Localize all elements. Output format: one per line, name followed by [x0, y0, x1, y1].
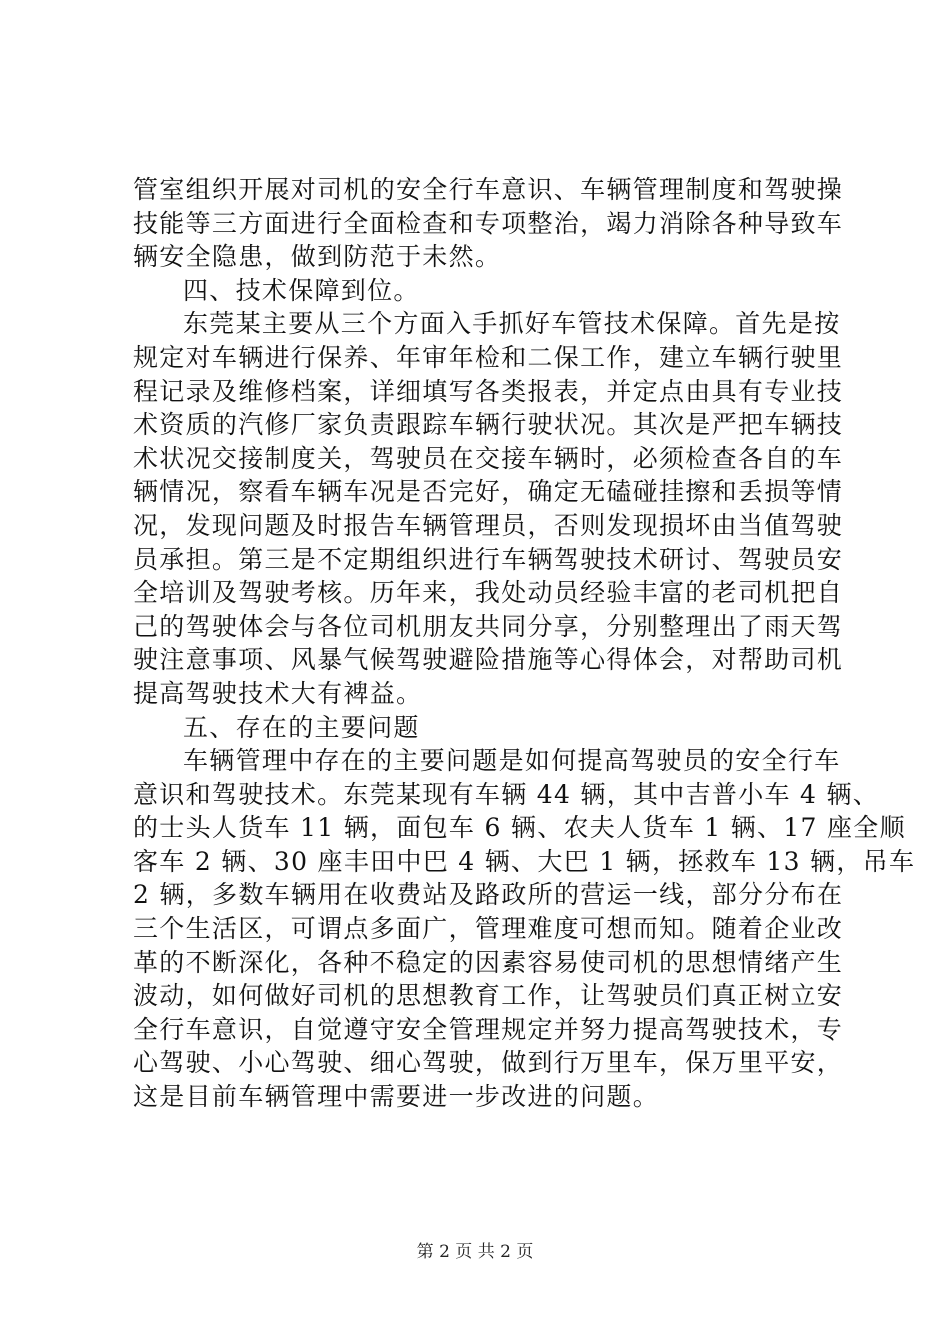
text-line: 波动，如何做好司机的思想教育工作，让驾驶员们真正树立安: [133, 981, 844, 1011]
text-line: 管室组织开展对司机的安全行车意识、车辆管理制度和驾驶操: [133, 175, 844, 204]
text-line: 术资质的汽修厂家负责跟踪车辆行驶状况。其次是严把车辆技: [133, 410, 844, 440]
text-line: 员承担。第三是不定期组织进行车辆驾驶技术研讨、驾驶员安: [133, 544, 844, 574]
text-line: 全行车意识，自觉遵守安全管理规定并努力提高驾驶技术，专: [133, 1014, 844, 1044]
page-footer: 第 2 页 共 2 页: [416, 1242, 534, 1262]
text-line: 意识和驾驶技术。东莞某现有车辆 44 辆，其中吉普小车 4 辆、: [133, 779, 880, 809]
text-line: 全培训及驾驶考核。历年来，我处动员经验丰富的老司机把自: [133, 578, 844, 608]
text-line: 三个生活区，可谓点多面广，管理难度可想而知。随着企业改: [133, 914, 844, 944]
text-line: 术状况交接制度关，驾驶员在交接车辆时，必须检查各自的车: [133, 443, 844, 473]
text-line: 辆情况，察看车辆车况是否完好，确定无磕碰挂擦和丢损等情: [133, 477, 844, 507]
text-line: 况，发现问题及时报告车辆管理员，否则发现损坏由当值驾驶: [133, 510, 844, 540]
text-line: 革的不断深化，各种不稳定的因素容易使司机的思想情绪产生: [133, 947, 844, 977]
text-line: 五、存在的主要问题: [183, 712, 420, 742]
text-line: 辆安全隐患，做到防范于未然。: [133, 242, 502, 272]
text-line: 己的驾驶体会与各位司机朋友共同分享，分别整理出了雨天驾: [133, 611, 844, 641]
text-line: 这是目前车辆管理中需要进一步改进的问题。: [133, 1082, 660, 1112]
text-line: 东莞某主要从三个方面入手抓好车管技术保障。首先是按: [183, 309, 841, 339]
text-line: 规定对车辆进行保养、年审年检和二保工作，建立车辆行驶里: [133, 342, 844, 372]
text-line: 程记录及维修档案，详细填写各类报表，并定点由具有专业技: [133, 376, 844, 406]
text-line: 技能等三方面进行全面检查和专项整治，竭力消除各种导致车: [133, 208, 844, 238]
text-line: 四、技术保障到位。: [183, 275, 420, 305]
text-line: 客车 2 辆、30 座丰田中巴 4 辆、大巴 1 辆，拯救车 13 辆，吊车: [133, 846, 916, 876]
text-line: 心驾驶、小心驾驶、细心驾驶，做到行万里车，保万里平安，: [133, 1048, 844, 1078]
text-line: 车辆管理中存在的主要问题是如何提高驾驶员的安全行车: [183, 746, 841, 776]
text-line: 2 辆，多数车辆用在收费站及路政所的营运一线，部分分布在: [133, 880, 844, 910]
document-body: [133, 173, 916, 1114]
text-line: 驶注意事项、风暴气候驾驶避险措施等心得体会，对帮助司机: [133, 645, 844, 675]
text-line: 提高驾驶技术大有裨益。: [133, 678, 423, 708]
text-line: 的士头人货车 11 辆，面包车 6 辆、农夫人货车 1 辆、17 座全顺: [133, 813, 906, 843]
